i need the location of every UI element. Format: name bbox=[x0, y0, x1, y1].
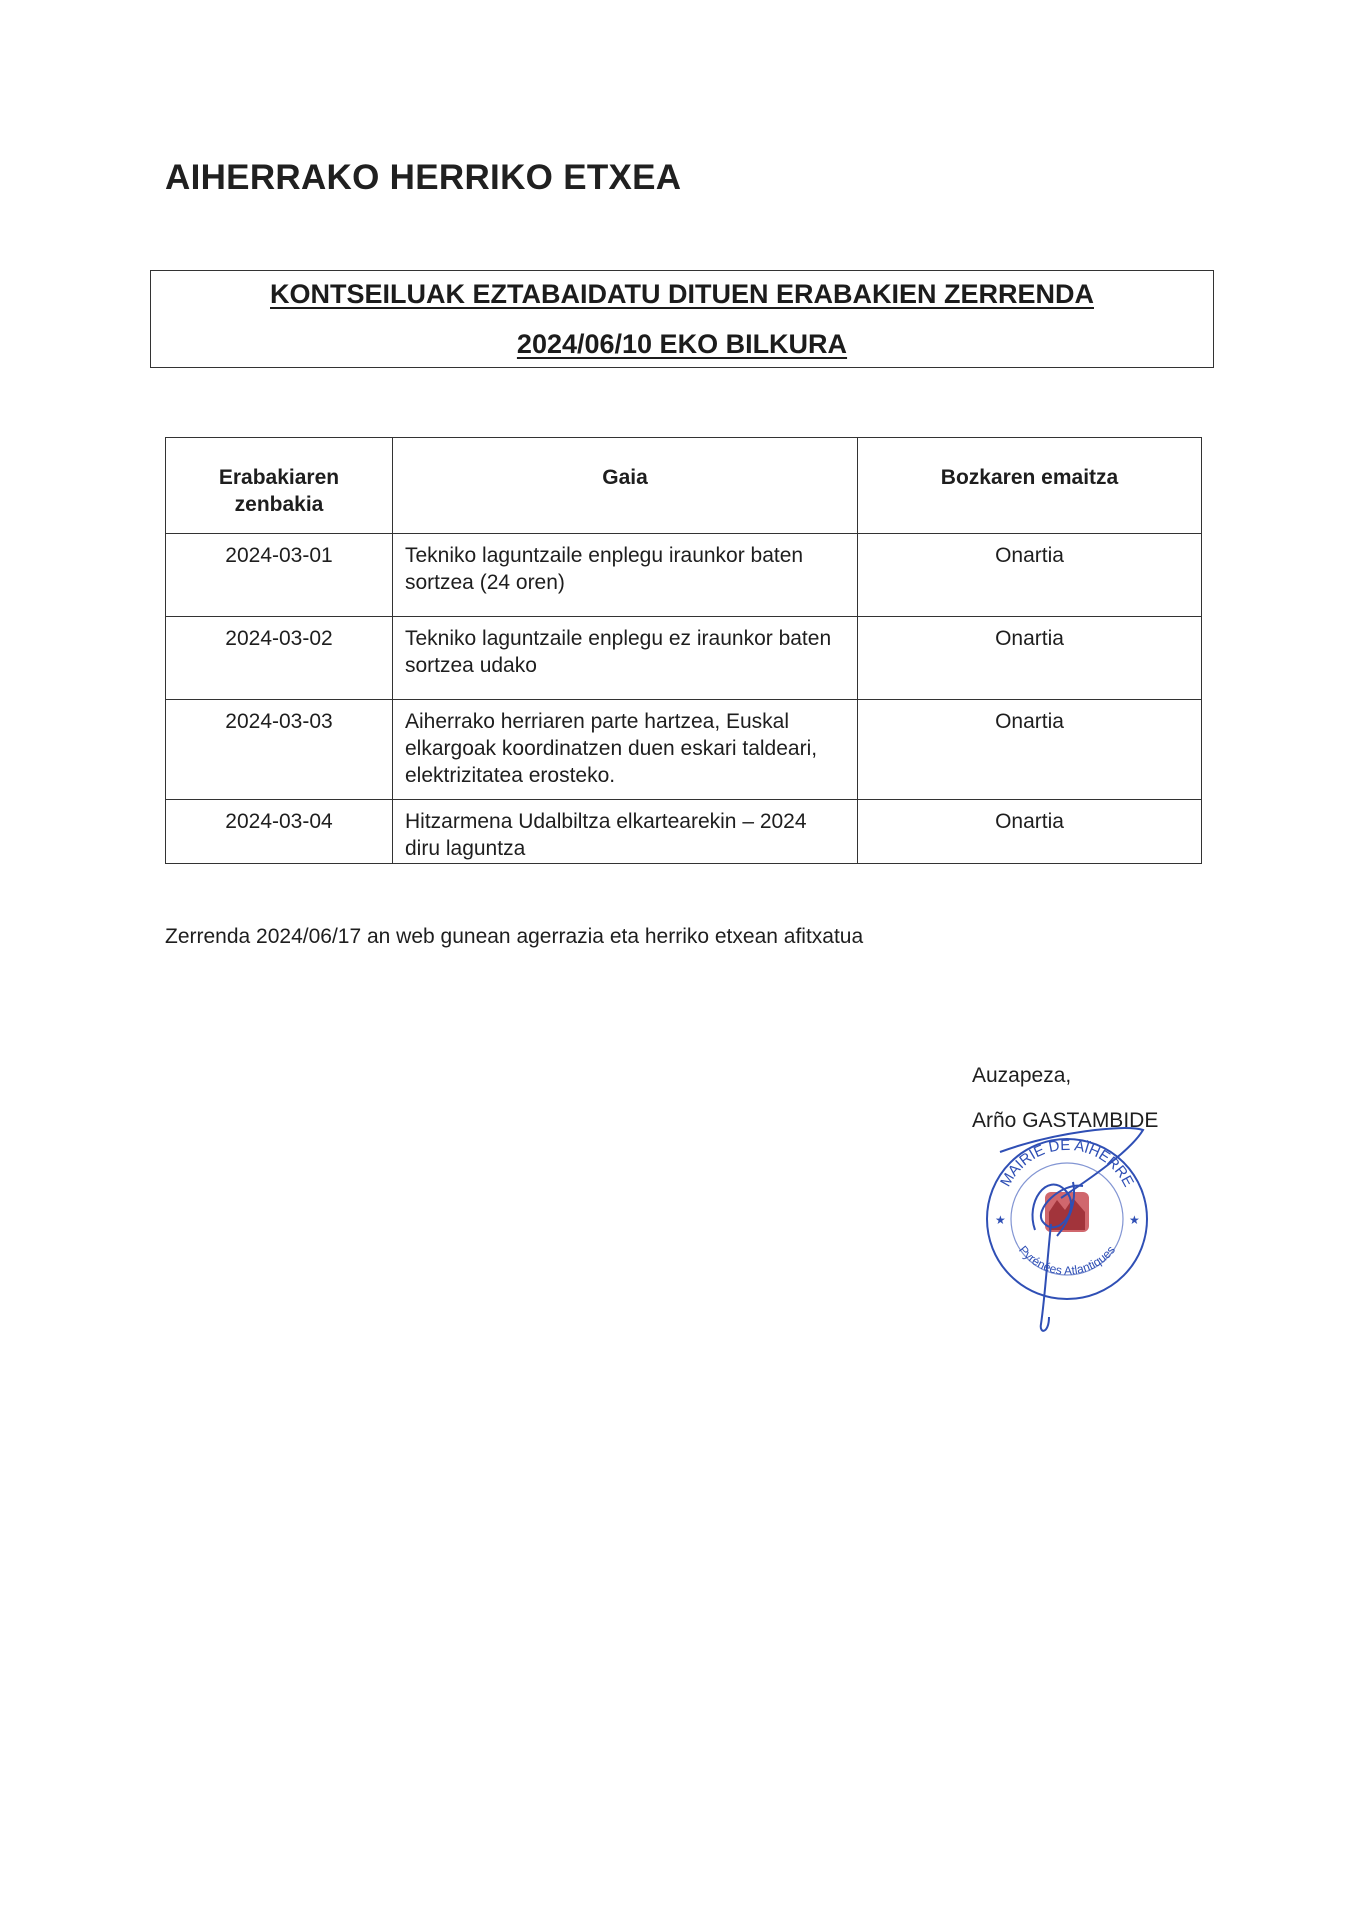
decision-topic: Tekniko laguntzaile enplegu iraunkor baten sortzea (24 oren) bbox=[393, 534, 858, 617]
decision-number: 2024-03-04 bbox=[166, 800, 393, 864]
decision-topic: Hitzarmena Udalbiltza elkartearekin – 2024 diru laguntza bbox=[393, 800, 858, 864]
stamp-bottom-text: Pyrénées Atlantiques bbox=[1016, 1242, 1118, 1278]
document-title-box bbox=[150, 270, 1214, 368]
stamp-top-text: MAIRIE DE AÏHERRE bbox=[997, 1136, 1137, 1190]
star-icon: ★ bbox=[1129, 1213, 1140, 1227]
signatory-role: Auzapeza, bbox=[972, 1064, 1072, 1087]
decision-topic: Aiherrako herriaren parte hartzea, Euskal elkargoak koordinatzen duen eskari taldeari, elektrizitatea erosteko. bbox=[393, 700, 858, 800]
column-header-result: Bozkaren emaitza bbox=[858, 438, 1202, 534]
table-row bbox=[166, 617, 1202, 700]
signatory-name: Arño GASTAMBIDE bbox=[972, 1109, 1159, 1132]
list-title: KONTSEILUAK EZTABAIDATU DITUEN ERABAKIEN ZERRENDA bbox=[270, 279, 1094, 309]
decision-number: 2024-03-02 bbox=[166, 617, 393, 700]
publication-note: Zerrenda 2024/06/17 an web gunean agerrazia eta herriko etxean afitxatua bbox=[165, 925, 864, 948]
vote-result: Onartia bbox=[858, 800, 1202, 864]
session-title: 2024/06/10 EKO BILKURA bbox=[516, 329, 848, 359]
vote-result: Onartia bbox=[858, 534, 1202, 617]
table-row bbox=[166, 800, 1202, 864]
mairie-stamp bbox=[965, 1112, 1170, 1337]
table-header-row bbox=[166, 438, 1202, 534]
table-row bbox=[166, 700, 1202, 800]
vote-result: Onartia bbox=[858, 617, 1202, 700]
decision-number: 2024-03-03 bbox=[166, 700, 393, 800]
decision-number: 2024-03-01 bbox=[166, 534, 393, 617]
star-icon: ★ bbox=[995, 1213, 1006, 1227]
decision-topic: Tekniko laguntzaile enplegu ez iraunkor baten sortzea udako bbox=[393, 617, 858, 700]
table-row bbox=[166, 534, 1202, 617]
column-header-number: Erabakiaren zenbakia bbox=[166, 438, 393, 534]
column-header-topic: Gaia bbox=[393, 438, 858, 534]
decisions-table bbox=[165, 437, 1202, 864]
organization-title: AIHERRAKO HERRIKO ETXEA bbox=[165, 158, 682, 197]
vote-result: Onartia bbox=[858, 700, 1202, 800]
